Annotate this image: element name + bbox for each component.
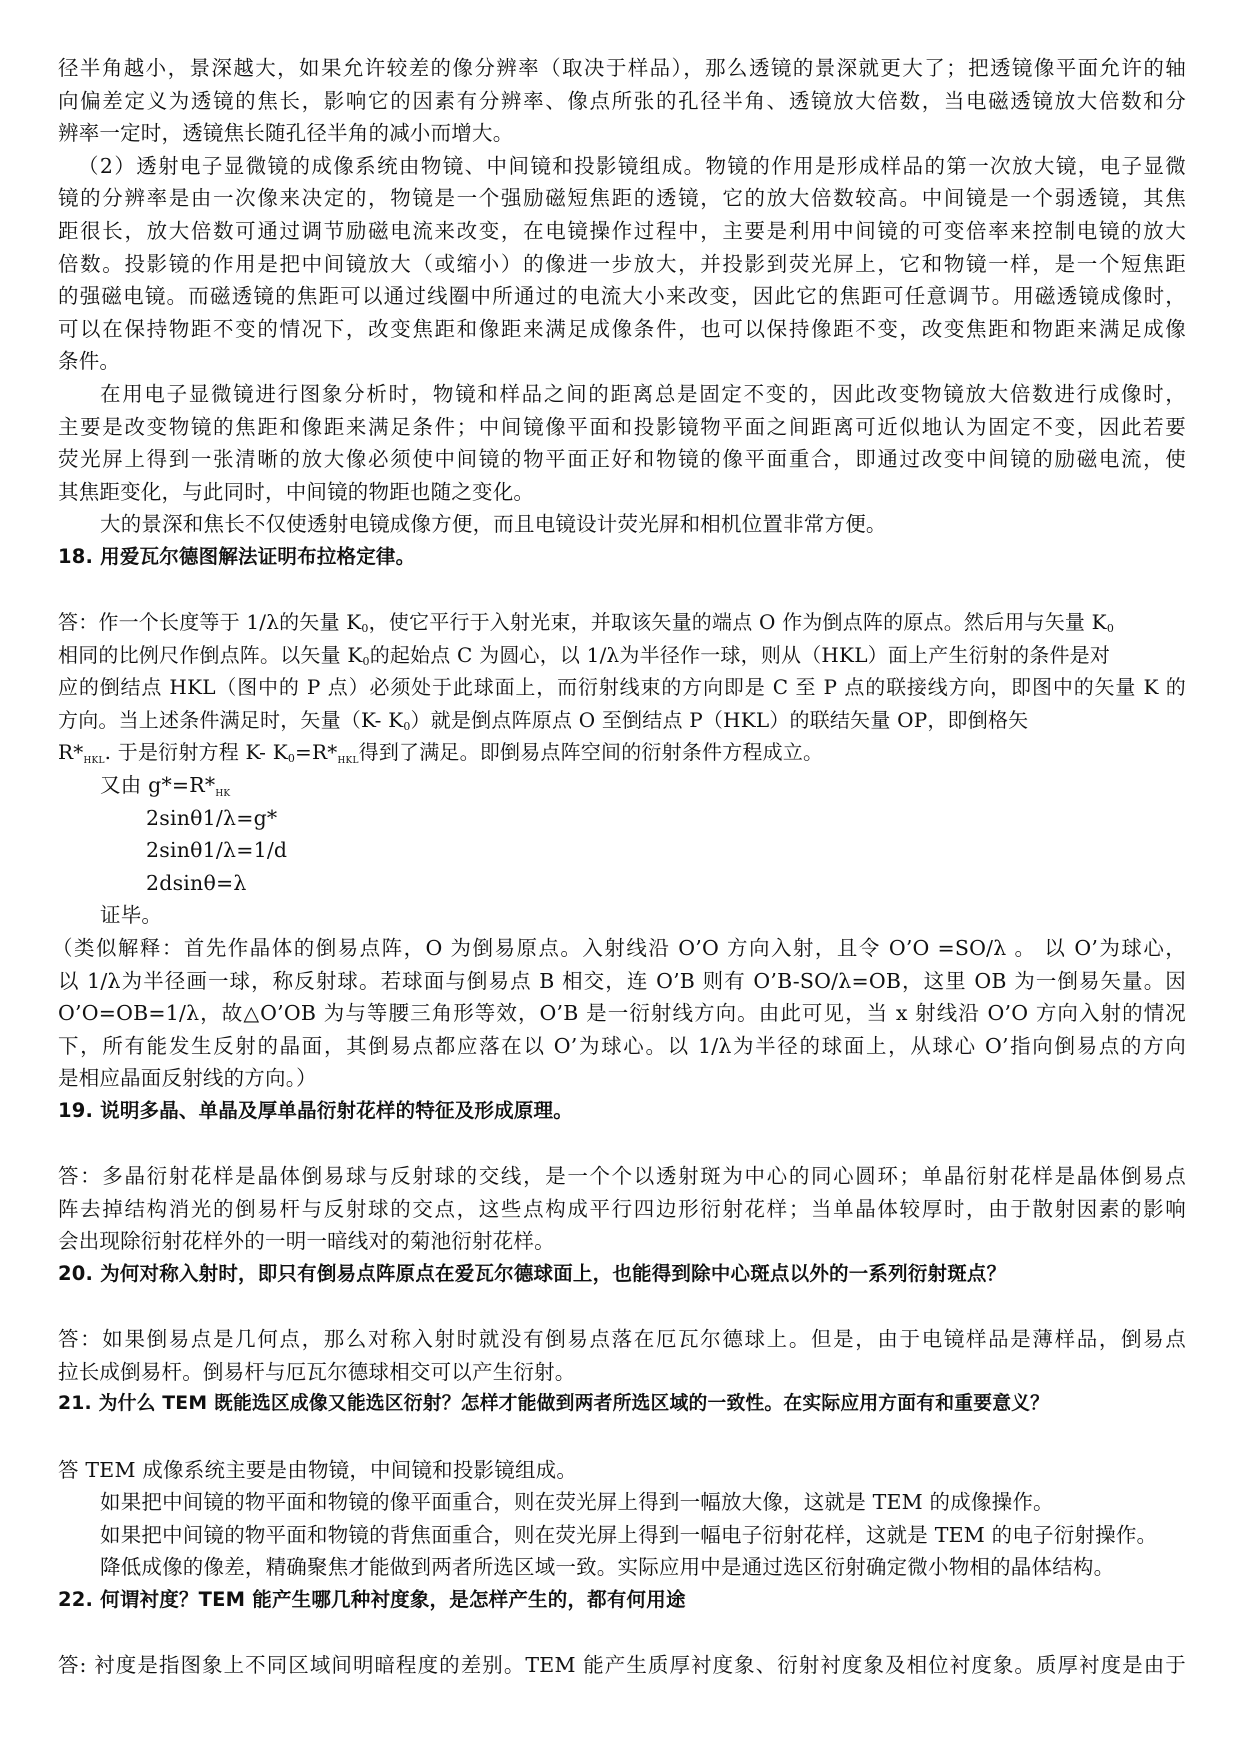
question-heading-21: 21. 为什么 TEM 既能选区成像又能选区衍射？怎样才能做到两者所选区域的一致性。在实际应用方面有和重要意义？ <box>58 1393 1050 1415</box>
answer-line: 如果把中间镜的物平面和物镜的背焦面重合，则在荧光屏上得到一幅电子衍射花样，这就是 TEM 的电子衍射操作。 <box>100 1522 1158 1547</box>
answer-line: $R*_{HKL}$. 于是衍射方程 K- $K_0=R*_{HKL}$得到了满足。即倒易点阵空间的衍射条件方程成立。 <box>58 740 824 767</box>
paragraph-line: 的强磁电镜。而磁透镜的焦距可以通过线圈中所通过的电流大小来改变，因此它的焦距可任意调节。用磁透镜成像时， <box>58 284 1186 309</box>
paragraph-line: （类似解释：首先作晶体的倒易点阵，O 为倒易原点。入射线沿 O’O 方向入射，且令 O’O =SO/λ 。 以 O’为球心， <box>52 936 1186 961</box>
paragraph-line: 大的景深和焦长不仅使透射电镜成像方便，而且电镜设计荧光屏和相机位置非常方便。 <box>100 512 887 537</box>
paragraph-line: 镜的分辨率是由一次像来决定的，物镜是一个强励磁短焦距的透镜，它的放大倍数较高。中间镜是一个弱透镜，其焦 <box>58 186 1186 211</box>
paragraph-line: 下，所有能发生反射的晶面，其倒易点都应落在以 O’为球心。以 1/λ为半径的球面上，从球心 O’指向倒易点的方向 <box>58 1033 1186 1058</box>
answer-line: 答 TEM 成像系统主要是由物镜，中间镜和投影镜组成。 <box>58 1457 578 1482</box>
paragraph-line: 主要是改变物镜的焦距和像距来满足条件；中间镜像平面和投影镜物平面之间距离可近似地认为固定不变，因此若要 <box>58 414 1186 439</box>
answer-line: 相同的比例尺作倒点阵。以矢量 $K_0$的起始点 C 为圆心，以 1/λ为半径作一球，则从（HKL）面上产生衍射的条件是对 <box>58 642 1111 668</box>
paragraph-line: 以 1/λ为半径画一球，称反射球。若球面与倒易点 B 相交，连 O’B 则有 O’B-SO/λ=OB，这里 OB 为一倒易矢量。因 <box>58 968 1186 993</box>
proof-line: 2sinθ1/λ=g* <box>146 805 278 830</box>
paragraph-line: 可以在保持物距不变的情况下，改变焦距和像距来满足成像条件，也可以保持像距不变，改变焦距和物距来满足成像 <box>58 316 1186 341</box>
proof-line: 又由 g*=R*HK <box>100 773 231 800</box>
paragraph-line: O’O=OB=1/λ，故△O’OB 为与等腰三角形等效，O’B 是一衍射线方向。由此可见，当 x 射线沿 O’O 方向入射的情况 <box>58 1001 1186 1026</box>
spacer <box>58 1291 1186 1324</box>
question-heading-18: 18. 用爱瓦尔德图解法证明布拉格定律。 <box>58 544 416 568</box>
answer-line: 答：多晶衍射花样是晶体倒易球与反射球的交线，是一个个以透射斑为中心的同心圆环；单晶衍射花样是晶体倒易点 <box>58 1164 1186 1189</box>
paragraph-line: （2）透射电子显微镜的成像系统由物镜、中间镜和投影镜组成。物镜的作用是形成样品的第一次放大镜，电子显微 <box>78 153 1186 178</box>
answer-line: 阵去掉结构消光的倒易杆与反射球的交点，这些点构成平行四边形衍射花样；当单晶体较厚时，由于散射因素的影响 <box>58 1196 1186 1221</box>
document-page <box>52 52 1186 1682</box>
answer-line: 拉长成倒易杆。倒易杆与厄瓦尔德球相交可以产生衍射。 <box>58 1359 576 1384</box>
question-heading-22: 22. 何谓衬度？TEM 能产生哪几种衬度象，是怎样产生的，都有何用途 <box>58 1587 686 1611</box>
answer-line: 如果把中间镜的物平面和物镜的像平面重合，则在荧光屏上得到一幅放大像，这就是 TEM 的成像操作。 <box>100 1490 1054 1515</box>
question-heading-19: 19. 说明多晶、单晶及厚单晶衍射花样的特征及形成原理。 <box>58 1099 573 1122</box>
proof-line: 2sinθ1/λ=1/d <box>146 838 288 863</box>
answer-line: 降低成像的像差，精确聚焦才能做到两者所选区域一致。实际应用中是通过选区衍射确定微小物相的晶体结构。 <box>100 1555 1115 1580</box>
paragraph-line: 辨率一定时，透镜焦长随孔径半角的减小而增大。 <box>58 121 514 146</box>
question-heading-20: 20. 为何对称入射时，即只有倒易点阵原点在爱瓦尔德球面上，也能得到除中心斑点以外的一系列衍射斑点？ <box>58 1261 1007 1285</box>
answer-line: 答：如果倒易点是几何点，那么对称入射时就没有倒易点落在厄瓦尔德球上。但是，由于电镜样品是薄样品，倒易点 <box>58 1327 1186 1352</box>
paragraph-line: 是相应晶面反射线的方向。） <box>58 1066 317 1091</box>
proof-line: 2dsinθ=λ <box>146 870 247 895</box>
answer-line: 方向。当上述条件满足时，矢量（K- $K_0$）就是倒点阵原点 O 至倒结点 P（HKL）的联结矢量 OP，即倒格矢 <box>58 707 1029 733</box>
spacer <box>58 1421 1186 1454</box>
paragraph-line: 倍数。投影镜的作用是把中间镜放大（或缩小）的像进一步放大，并投影到荧光屏上，它和物镜一样，是一个短焦距 <box>58 251 1186 276</box>
answer-line: 答: 衬度是指图象上不同区域间明暗程度的差别。TEM 能产生质厚衬度象、衍射衬度象及相位衬度象。质厚衬度是由于 <box>58 1653 1186 1678</box>
paragraph-line: 荧光屏上得到一张清晰的放大像必须使中间镜的物平面正好和物镜的像平面重合，即通过改变中间镜的励磁电流，使 <box>58 447 1186 472</box>
paragraph-line: 径半角越小，景深越大，如果允许较差的像分辨率（取决于样品），那么透镜的景深就更大了；把透镜像平面允许的轴 <box>58 56 1186 80</box>
answer-line: 会出现除衍射花样外的一明一暗线对的菊池衍射花样。 <box>58 1229 555 1254</box>
paragraph-line: 条件。 <box>58 349 121 374</box>
spacer <box>58 574 1186 607</box>
answer-line: 应的倒结点 HKL（图中的 P 点）必须处于此球面上，而衍射线束的方向即是 C 至 P 点的联接线方向，即图中的矢量 K 的 <box>58 675 1186 700</box>
paragraph-line: 向偏差定义为透镜的焦长，影响它的因素有分辨率、像点所张的孔径半角、透镜放大倍数，当电磁透镜放大倍数和分 <box>58 88 1186 113</box>
paragraph-line: 其焦距变化，与此同时，中间镜的物距也随之变化。 <box>58 479 535 504</box>
spacer <box>58 1617 1186 1650</box>
paragraph-line: 距很长，放大倍数可通过调节励磁电流来改变，在电镜操作过程中，主要是利用中间镜的可变倍率来控制电镜的放大 <box>58 218 1186 243</box>
answer-line: 答：作一个长度等于 1/λ的矢量 $K_0$，使它平行于入射光束，并取该矢量的端点 O 作为倒点阵的原点。然后用与矢量 $K_0$ <box>58 610 1115 636</box>
proof-line: 证毕。 <box>100 903 163 928</box>
spacer <box>58 1128 1186 1161</box>
paragraph-line: 在用电子显微镜进行图象分析时，物镜和样品之间的距离总是固定不变的，因此改变物镜放大倍数进行成像时， <box>100 381 1186 406</box>
